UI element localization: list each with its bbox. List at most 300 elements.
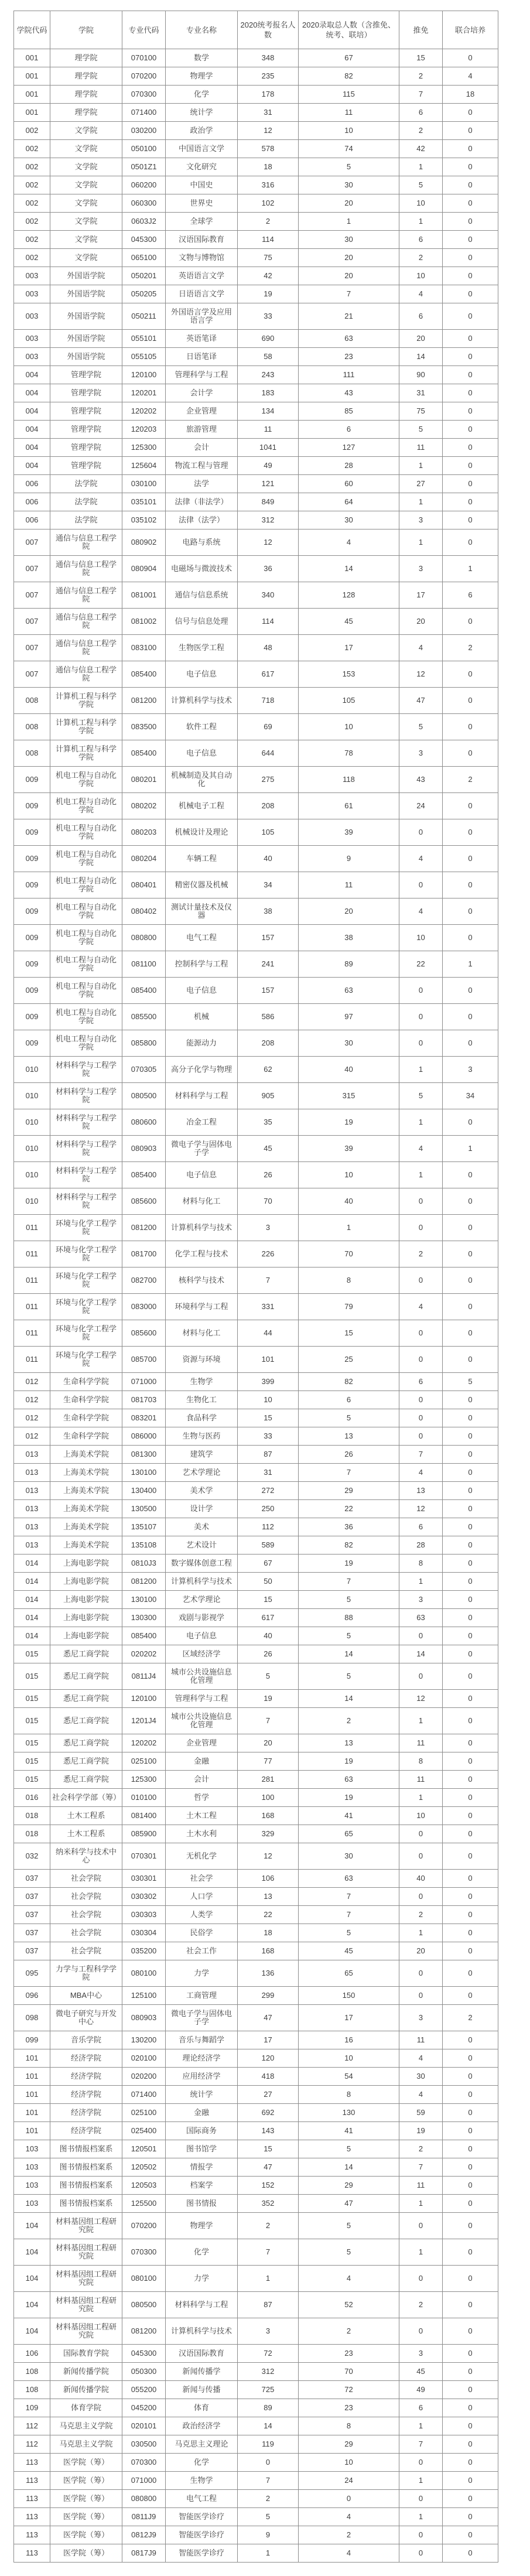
column-header: 2020统考报名人数 (238, 11, 299, 49)
college-code-cell: 009 (14, 898, 50, 925)
applicants-cell: 275 (238, 767, 299, 793)
joint-training-cell: 1 (443, 951, 498, 978)
applicants-cell: 243 (238, 366, 299, 384)
college-cell: 经济学院 (50, 2104, 122, 2122)
applicants-cell: 77 (238, 1752, 299, 1771)
major-code-cell: 125100 (122, 1987, 166, 2005)
college-code-cell: 004 (14, 366, 50, 384)
college-code-cell: 002 (14, 140, 50, 158)
major-code-cell: 080204 (122, 846, 166, 872)
major-name-cell: 艺术学理论 (166, 1464, 238, 1482)
college-cell: 医学院（筹） (50, 2454, 122, 2472)
admitted-total-cell: 8 (299, 2417, 399, 2435)
table-row (14, 1627, 498, 1645)
major-name-cell: 世界史 (166, 194, 238, 213)
applicants-cell: 40 (238, 1627, 299, 1645)
major-code-cell: 080903 (122, 2005, 166, 2031)
tuimian-cell: 3 (399, 556, 443, 582)
college-code-cell: 037 (14, 1942, 50, 1960)
table-row (14, 1987, 498, 2005)
joint-training-cell: 0 (443, 49, 498, 67)
admitted-total-cell: 0 (299, 2490, 399, 2508)
applicants-cell: 14 (238, 2417, 299, 2435)
major-name-cell: 微电子学与固体电子学 (166, 1136, 238, 1162)
college-cell: 悉尼工商学院 (50, 1708, 122, 1734)
major-name-cell: 设计学 (166, 1500, 238, 1518)
admitted-total-cell: 14 (299, 1645, 399, 1663)
joint-training-cell: 5 (443, 1373, 498, 1391)
joint-training-cell: 0 (443, 925, 498, 951)
tuimian-cell: 2 (399, 1241, 443, 1267)
college-code-cell: 113 (14, 2544, 50, 2563)
admitted-total-cell: 63 (299, 330, 399, 348)
tuimian-cell: 7 (399, 2435, 443, 2454)
table-row (14, 1109, 498, 1136)
tuimian-cell: 1 (399, 2417, 443, 2435)
major-name-cell: 管理科学与工程 (166, 1690, 238, 1708)
major-code-cell: 130400 (122, 1482, 166, 1500)
applicants-cell: 5 (238, 1663, 299, 1690)
admitted-total-cell: 1 (299, 213, 399, 231)
major-code-cell: 055105 (122, 348, 166, 366)
applicants-cell: 644 (238, 740, 299, 767)
admitted-total-cell: 10 (299, 122, 399, 140)
joint-training-cell: 0 (443, 1807, 498, 1825)
tuimian-cell: 6 (399, 1373, 443, 1391)
college-cell: 管理学院 (50, 384, 122, 402)
joint-training-cell: 0 (443, 402, 498, 421)
college-cell: 新闻传播学院 (50, 2381, 122, 2399)
college-cell: 音乐学院 (50, 2031, 122, 2049)
tuimian-cell: 0 (399, 1843, 443, 1870)
joint-training-cell: 0 (443, 688, 498, 714)
major-name-cell: 艺术学理论 (166, 1591, 238, 1609)
joint-training-cell: 0 (443, 2472, 498, 2490)
admitted-total-cell: 7 (299, 285, 399, 303)
major-code-cell: 120202 (122, 402, 166, 421)
table-row (14, 1906, 498, 1924)
college-cell: 外国语学院 (50, 285, 122, 303)
tuimian-cell: 1 (399, 158, 443, 176)
applicants-cell: 352 (238, 2195, 299, 2213)
college-code-cell: 015 (14, 1752, 50, 1771)
major-code-cell: 030200 (122, 122, 166, 140)
applicants-cell: 0 (238, 2454, 299, 2472)
major-name-cell: 智能医学诊疗 (166, 2508, 238, 2526)
tuimian-cell: 0 (399, 2454, 443, 2472)
admitted-total-cell: 41 (299, 2122, 399, 2140)
applicants-cell: 12 (238, 122, 299, 140)
college-code-cell: 011 (14, 1215, 50, 1241)
admitted-total-cell: 70 (299, 2363, 399, 2381)
tuimian-cell: 6 (399, 231, 443, 249)
applicants-cell: 100 (238, 1789, 299, 1807)
tuimian-cell: 1 (399, 493, 443, 511)
tuimian-cell: 1 (399, 2195, 443, 2213)
college-code-cell: 108 (14, 2363, 50, 2381)
applicants-cell: 340 (238, 582, 299, 609)
major-code-cell: 030303 (122, 1906, 166, 1924)
major-name-cell: 物流工程与管理 (166, 457, 238, 475)
college-cell: 机电工程与自动化学院 (50, 898, 122, 925)
admitted-total-cell: 315 (299, 1083, 399, 1109)
table-row (14, 1446, 498, 1464)
major-code-cell: 081703 (122, 1391, 166, 1409)
college-cell: 图书情报档案系 (50, 2195, 122, 2213)
college-cell: 通信与信息工程学院 (50, 661, 122, 688)
table-row (14, 249, 498, 267)
college-code-cell: 014 (14, 1555, 50, 1573)
college-cell: 马克思主义学院 (50, 2435, 122, 2454)
major-name-cell: 机械制造及其自动化 (166, 767, 238, 793)
table-row (14, 2049, 498, 2068)
tuimian-cell: 2 (399, 67, 443, 86)
major-code-cell: 125300 (122, 439, 166, 457)
admitted-total-cell: 10 (299, 1162, 399, 1188)
college-cell: 悉尼工商学院 (50, 1734, 122, 1752)
major-name-cell: 文物与博物馆 (166, 249, 238, 267)
admitted-total-cell: 22 (299, 1500, 399, 1518)
college-code-cell: 009 (14, 978, 50, 1004)
tuimian-cell: 10 (399, 267, 443, 285)
major-name-cell: 材料与化工 (166, 1320, 238, 1347)
table-row (14, 67, 498, 86)
table-row (14, 104, 498, 122)
college-code-cell: 009 (14, 767, 50, 793)
major-name-cell: 精密仪器及机械 (166, 872, 238, 898)
table-row (14, 1789, 498, 1807)
admitted-total-cell: 30 (299, 176, 399, 194)
applicants-cell: 105 (238, 819, 299, 846)
college-code-cell: 013 (14, 1482, 50, 1500)
column-header: 专业名称 (166, 11, 238, 49)
table-row (14, 1734, 498, 1752)
college-code-cell: 007 (14, 529, 50, 556)
table-row (14, 1555, 498, 1573)
major-code-cell: 080903 (122, 1136, 166, 1162)
applicants-cell: 106 (238, 1870, 299, 1888)
applicants-cell: 102 (238, 194, 299, 213)
tuimian-cell: 49 (399, 2381, 443, 2399)
tuimian-cell: 11 (399, 2177, 443, 2195)
joint-training-cell: 0 (443, 1870, 498, 1888)
college-cell: 环境与化学工程学院 (50, 1294, 122, 1320)
major-code-cell: 130200 (122, 2031, 166, 2049)
college-code-cell: 113 (14, 2490, 50, 2508)
table-row (14, 1645, 498, 1663)
college-code-cell: 009 (14, 872, 50, 898)
admitted-total-cell: 23 (299, 2345, 399, 2363)
major-code-cell: 030100 (122, 475, 166, 493)
joint-training-cell: 0 (443, 2068, 498, 2086)
major-name-cell: 中国史 (166, 176, 238, 194)
table-row (14, 767, 498, 793)
applicants-cell: 586 (238, 1004, 299, 1030)
college-code-cell: 016 (14, 1789, 50, 1807)
college-cell: 医学院（筹） (50, 2490, 122, 2508)
college-cell: 管理学院 (50, 366, 122, 384)
college-code-cell: 015 (14, 1708, 50, 1734)
applicants-cell: 18 (238, 158, 299, 176)
major-name-cell: 情报学 (166, 2158, 238, 2177)
table-row (14, 2399, 498, 2417)
tuimian-cell: 12 (399, 1500, 443, 1518)
college-cell: 上海电影学院 (50, 1627, 122, 1645)
college-cell: 社会学院 (50, 1906, 122, 1924)
major-code-cell: 0817J9 (122, 2544, 166, 2563)
major-name-cell: 能源动力 (166, 1030, 238, 1057)
joint-training-cell: 0 (443, 1347, 498, 1373)
college-cell: 通信与信息工程学院 (50, 529, 122, 556)
tuimian-cell: 6 (399, 303, 443, 330)
major-code-cell: 081700 (122, 1241, 166, 1267)
major-code-cell: 120100 (122, 366, 166, 384)
admitted-total-cell: 24 (299, 2472, 399, 2490)
major-code-cell: 085400 (122, 1627, 166, 1645)
applicants-cell: 329 (238, 1825, 299, 1843)
tuimian-cell: 1 (399, 1924, 443, 1942)
applicants-cell: 101 (238, 1347, 299, 1373)
college-code-cell: 014 (14, 1609, 50, 1627)
table-row (14, 1690, 498, 1708)
college-code-cell: 011 (14, 1241, 50, 1267)
table-row (14, 2544, 498, 2563)
college-code-cell: 112 (14, 2435, 50, 2454)
tuimian-cell: 0 (399, 978, 443, 1004)
college-code-cell: 007 (14, 661, 50, 688)
tuimian-cell: 0 (399, 1427, 443, 1446)
joint-training-cell: 0 (443, 104, 498, 122)
college-code-cell: 010 (14, 1136, 50, 1162)
applicants-cell: 62 (238, 1057, 299, 1083)
joint-training-cell: 0 (443, 1987, 498, 2005)
admitted-total-cell: 2 (299, 1708, 399, 1734)
tuimian-cell: 6 (399, 104, 443, 122)
admitted-total-cell: 63 (299, 1870, 399, 1888)
applicants-cell: 36 (238, 556, 299, 582)
table-row (14, 2490, 498, 2508)
major-code-cell: 045200 (122, 2399, 166, 2417)
college-code-cell: 015 (14, 1645, 50, 1663)
tuimian-cell: 20 (399, 1942, 443, 1960)
major-code-cell: 120203 (122, 421, 166, 439)
major-code-cell: 025400 (122, 2122, 166, 2140)
college-cell: 文学院 (50, 140, 122, 158)
college-cell: 经济学院 (50, 2122, 122, 2140)
table-row (14, 529, 498, 556)
applicants-cell: 50 (238, 1573, 299, 1591)
major-code-cell: 071000 (122, 2472, 166, 2490)
admitted-total-cell: 7 (299, 1888, 399, 1906)
admitted-total-cell: 14 (299, 2158, 399, 2177)
joint-training-cell: 0 (443, 2381, 498, 2399)
major-code-cell: 080100 (122, 2266, 166, 2292)
admitted-total-cell: 5 (299, 1924, 399, 1942)
applicants-cell: 208 (238, 793, 299, 819)
major-code-cell: 1201J4 (122, 1708, 166, 1734)
tuimian-cell: 1 (399, 1057, 443, 1083)
college-code-cell: 009 (14, 1004, 50, 1030)
major-name-cell: 冶金工程 (166, 1109, 238, 1136)
table-row (14, 2435, 498, 2454)
joint-training-cell: 2 (443, 2005, 498, 2031)
applicants-cell: 72 (238, 2345, 299, 2363)
major-code-cell: 130100 (122, 1591, 166, 1609)
tuimian-cell: 1 (399, 2239, 443, 2266)
college-code-cell: 009 (14, 819, 50, 846)
tuimian-cell: 8 (399, 1555, 443, 1573)
major-code-cell: 060300 (122, 194, 166, 213)
joint-training-cell: 0 (443, 1391, 498, 1409)
major-code-cell: 071000 (122, 1373, 166, 1391)
major-name-cell: 电气工程 (166, 2490, 238, 2508)
college-code-cell: 002 (14, 249, 50, 267)
applicants-cell: 7 (238, 1267, 299, 1294)
admitted-total-cell: 45 (299, 609, 399, 635)
table-row (14, 688, 498, 714)
joint-training-cell: 0 (443, 2508, 498, 2526)
joint-training-cell: 0 (443, 1267, 498, 1294)
college-cell: 管理学院 (50, 421, 122, 439)
major-code-cell: 080500 (122, 1083, 166, 1109)
applicants-cell: 114 (238, 609, 299, 635)
tuimian-cell: 1 (399, 2472, 443, 2490)
applicants-cell: 19 (238, 285, 299, 303)
table-row (14, 1825, 498, 1843)
major-name-cell: 土木工程 (166, 1807, 238, 1825)
tuimian-cell: 0 (399, 2213, 443, 2239)
college-cell: 计算机工程与科学学院 (50, 688, 122, 714)
college-code-cell: 013 (14, 1446, 50, 1464)
admitted-total-cell: 17 (299, 635, 399, 661)
major-code-cell: 060200 (122, 176, 166, 194)
tuimian-cell: 10 (399, 925, 443, 951)
college-cell: 材料科学与工程学院 (50, 1057, 122, 1083)
college-code-cell: 007 (14, 635, 50, 661)
college-code-cell: 101 (14, 2068, 50, 2086)
table-row (14, 2266, 498, 2292)
major-code-cell: 025100 (122, 1752, 166, 1771)
college-cell: 经济学院 (50, 2049, 122, 2068)
tuimian-cell: 0 (399, 872, 443, 898)
applicants-cell: 316 (238, 176, 299, 194)
table-row (14, 951, 498, 978)
tuimian-cell: 0 (399, 1627, 443, 1645)
applicants-cell: 281 (238, 1771, 299, 1789)
joint-training-cell: 34 (443, 1083, 498, 1109)
major-name-cell: 金融 (166, 2104, 238, 2122)
admitted-total-cell: 28 (299, 457, 399, 475)
major-code-cell: 055101 (122, 330, 166, 348)
table-row (14, 2292, 498, 2318)
applicants-cell: 58 (238, 348, 299, 366)
admitted-total-cell: 115 (299, 86, 399, 104)
tuimian-cell: 59 (399, 2104, 443, 2122)
table-row (14, 402, 498, 421)
major-code-cell: 020200 (122, 2068, 166, 2086)
admitted-total-cell: 30 (299, 1843, 399, 1870)
table-row (14, 475, 498, 493)
major-name-cell: 机械电子工程 (166, 793, 238, 819)
major-name-cell: 文化研究 (166, 158, 238, 176)
tuimian-cell: 0 (399, 1987, 443, 2005)
admitted-total-cell: 85 (299, 402, 399, 421)
table-row (14, 1924, 498, 1942)
major-code-cell: 070301 (122, 1843, 166, 1870)
major-name-cell: 智能医学诊疗 (166, 2544, 238, 2563)
college-code-cell: 007 (14, 609, 50, 635)
major-name-cell: 金融 (166, 1752, 238, 1771)
major-name-cell: 生物学 (166, 1373, 238, 1391)
major-name-cell: 日语语言文学 (166, 285, 238, 303)
major-name-cell: 材料科学与工程 (166, 1083, 238, 1109)
major-code-cell: 081200 (122, 1573, 166, 1591)
applicants-cell: 208 (238, 1030, 299, 1057)
college-code-cell: 011 (14, 1267, 50, 1294)
college-code-cell: 004 (14, 384, 50, 402)
admitted-total-cell: 19 (299, 1752, 399, 1771)
tuimian-cell: 14 (399, 348, 443, 366)
applicants-cell: 11 (238, 421, 299, 439)
college-code-cell: 001 (14, 104, 50, 122)
table-row (14, 1294, 498, 1320)
major-code-cell: 081100 (122, 951, 166, 978)
joint-training-cell: 0 (443, 2158, 498, 2177)
admitted-total-cell: 30 (299, 511, 399, 529)
major-code-cell: 020101 (122, 2417, 166, 2435)
applicants-cell: 3 (238, 1215, 299, 1241)
tuimian-cell: 1 (399, 1109, 443, 1136)
admitted-total-cell: 15 (299, 1320, 399, 1347)
column-header: 学院 (50, 11, 122, 49)
tuimian-cell: 1 (399, 213, 443, 231)
tuimian-cell: 4 (399, 2086, 443, 2104)
table-row (14, 1573, 498, 1591)
table-row (14, 1409, 498, 1427)
admitted-total-cell: 38 (299, 925, 399, 951)
admitted-total-cell: 39 (299, 819, 399, 846)
table-body (14, 49, 498, 2563)
joint-training-cell: 0 (443, 1708, 498, 1734)
college-code-cell: 010 (14, 1109, 50, 1136)
tuimian-cell: 4 (399, 1136, 443, 1162)
college-cell: 图书情报档案系 (50, 2140, 122, 2158)
college-code-cell: 037 (14, 1888, 50, 1906)
major-code-cell: 0811J9 (122, 2508, 166, 2526)
major-code-cell: 065100 (122, 249, 166, 267)
tuimian-cell: 0 (399, 2526, 443, 2544)
joint-training-cell: 0 (443, 1573, 498, 1591)
admitted-total-cell: 5 (299, 1627, 399, 1645)
college-code-cell: 011 (14, 1347, 50, 1373)
applicants-cell: 157 (238, 925, 299, 951)
admitted-total-cell: 10 (299, 2454, 399, 2472)
major-code-cell: 081200 (122, 688, 166, 714)
tuimian-cell: 4 (399, 285, 443, 303)
admitted-total-cell: 150 (299, 1987, 399, 2005)
joint-training-cell: 0 (443, 1591, 498, 1609)
tuimian-cell: 0 (399, 1320, 443, 1347)
table-row (14, 1536, 498, 1555)
tuimian-cell: 7 (399, 1446, 443, 1464)
joint-training-cell: 3 (443, 1057, 498, 1083)
college-cell: 材料基因组工程研究院 (50, 2292, 122, 2318)
college-code-cell: 009 (14, 793, 50, 819)
table-row (14, 1427, 498, 1446)
applicants-cell: 136 (238, 1960, 299, 1987)
joint-training-cell: 0 (443, 714, 498, 740)
college-cell: 上海美术学院 (50, 1518, 122, 1536)
